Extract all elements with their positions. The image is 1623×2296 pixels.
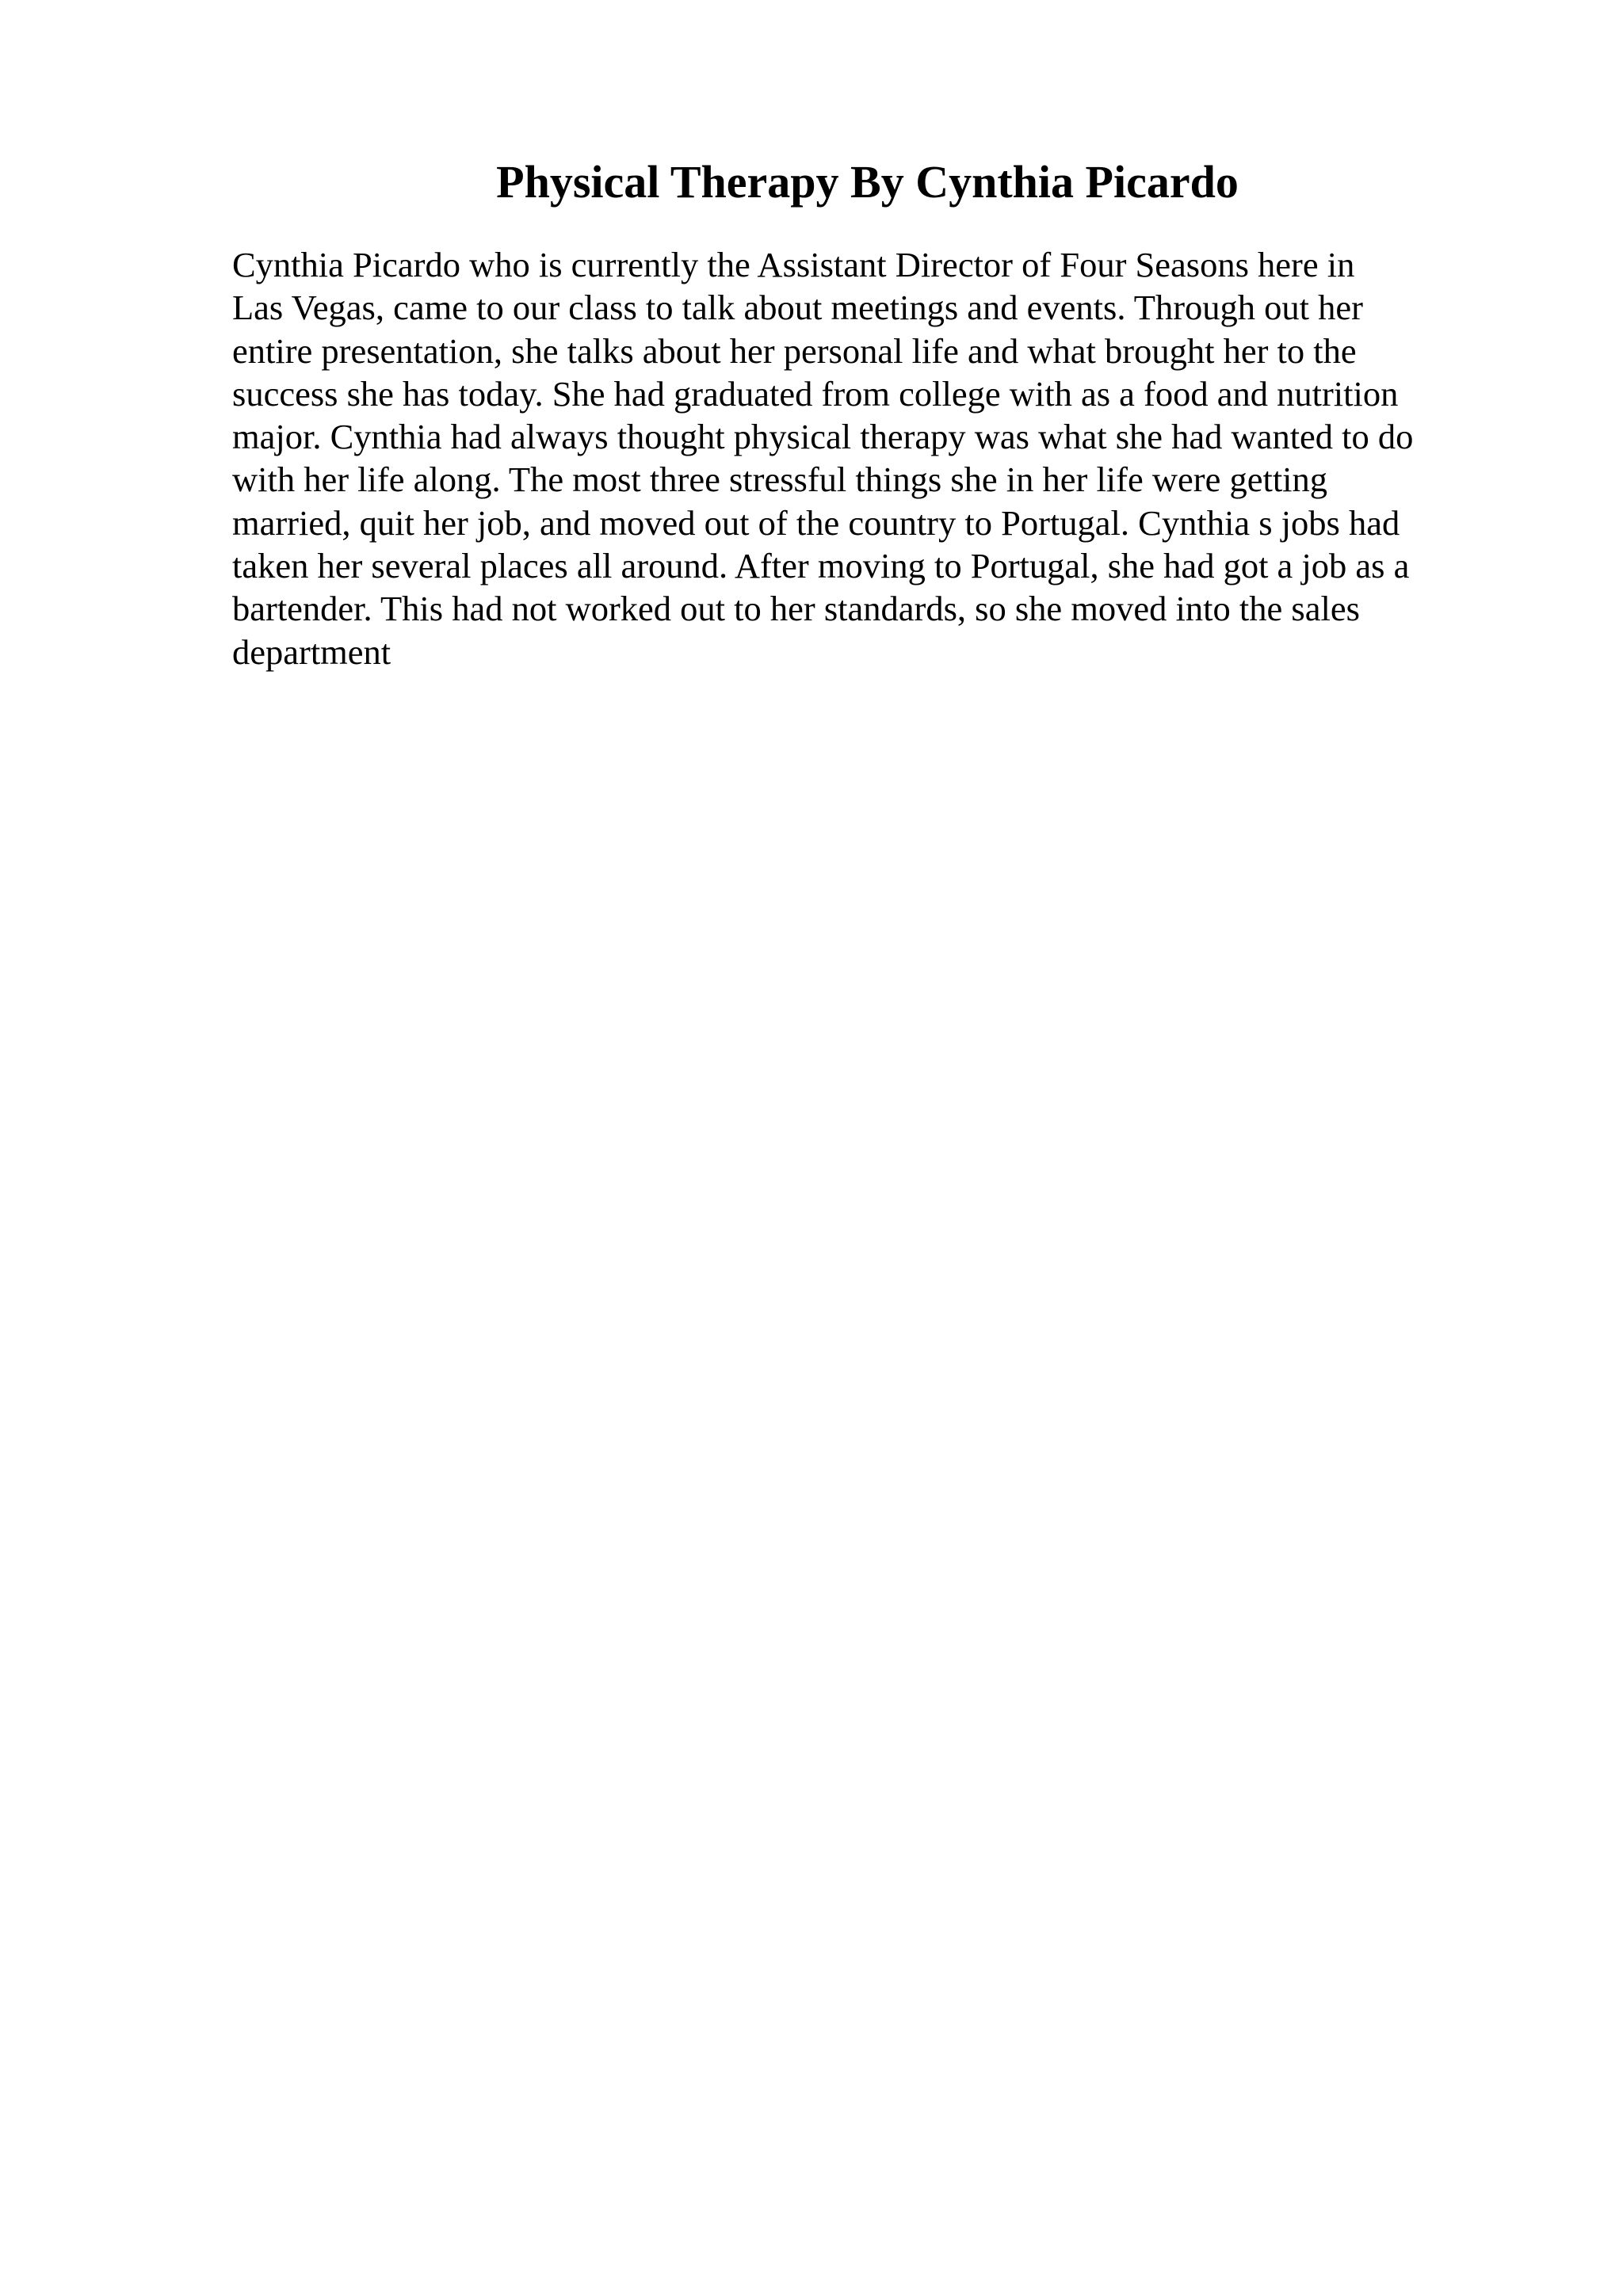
paragraph-line: married, quit her job, and moved out of the country to Portugal. Cynthia s jobs had: [232, 502, 1400, 543]
paragraph-line: success she has today. She had graduated from college with as a food and nutrition: [232, 373, 1399, 414]
paragraph-line: Cynthia Picardo who is currently the Assistant Director of Four Seasons here in: [232, 245, 1355, 284]
paragraph-line: taken her several places all around. After moving to Portugal, she had got a job as a: [232, 546, 1410, 586]
paragraph-line: entire presentation, she talks about her personal life and what brought her to the: [232, 330, 1357, 371]
paragraph-line: with her life along. The most three stressful things she in her life were getting: [232, 460, 1328, 500]
paragraph-line: Las Vegas, came to our class to talk about meetings and events. Through out her: [232, 288, 1363, 328]
document-title: Physical Therapy By Cynthia Picardo: [496, 156, 1239, 208]
body-paragraph: [232, 243, 1484, 673]
paragraph-line: bartender. This had not worked out to her standards, so she moved into the sales: [232, 589, 1360, 629]
paragraph-line: major. Cynthia had always thought physical therapy was what she had wanted to do: [232, 417, 1414, 457]
paragraph-line: department: [232, 631, 391, 672]
